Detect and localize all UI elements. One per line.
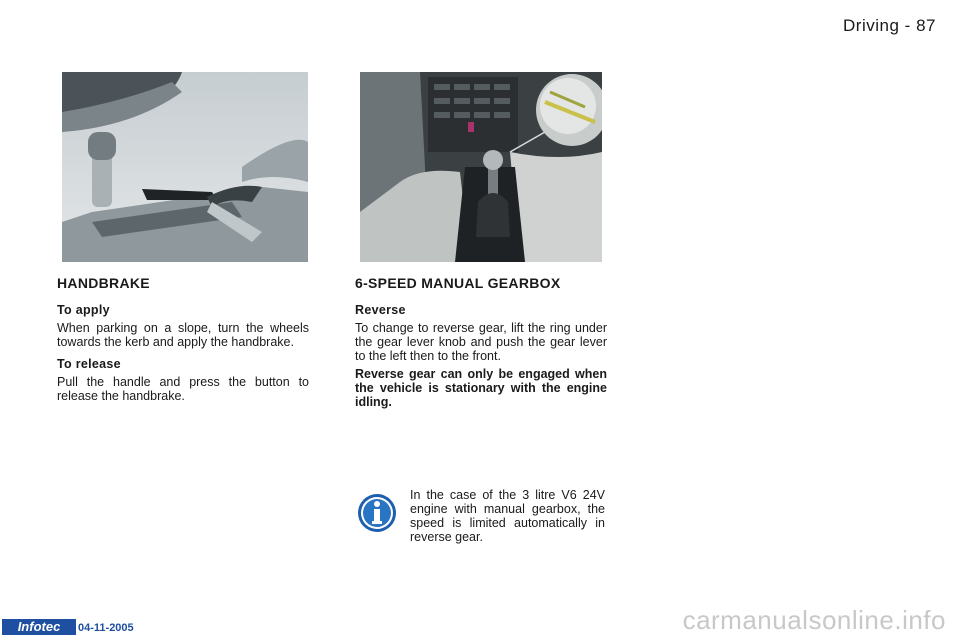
release-paragraph: Pull the handle and press the button to release the handbrake. xyxy=(57,375,309,403)
handbrake-section xyxy=(57,303,309,411)
page-number: 87 xyxy=(916,16,936,35)
footer-date: 04-11-2005 xyxy=(78,622,134,634)
gearbox-section xyxy=(355,303,607,417)
info-icon xyxy=(357,493,397,533)
watermark: carmanualsonline.info xyxy=(682,605,946,635)
info-note: In the case of the 3 litre V6 24V engine with manual gearbox, the speed is limited automatically in reverse gear. xyxy=(410,488,605,544)
gearbox-illustration xyxy=(360,72,602,262)
release-subheading: To release xyxy=(57,357,121,371)
reverse-warning: Reverse gear can only be engaged when the vehicle is stationary with the engine idling. xyxy=(355,367,607,409)
apply-paragraph: When parking on a slope, turn the wheels towards the kerb and apply the handbrake. xyxy=(57,321,309,349)
handbrake-illustration xyxy=(62,72,308,262)
gearbox-heading: 6-SPEED MANUAL GEARBOX xyxy=(355,275,561,291)
reverse-paragraph: To change to reverse gear, lift the ring under the gear lever knob and push the gear lever to the left then to the front. xyxy=(355,321,607,363)
handbrake-heading: HANDBRAKE xyxy=(57,275,150,291)
section-title: Driving xyxy=(843,16,900,35)
page-header xyxy=(843,16,936,36)
apply-subheading: To apply xyxy=(57,303,110,317)
header-separator: - xyxy=(904,16,911,35)
infotec-logo: Infotec xyxy=(2,619,76,635)
reverse-subheading: Reverse xyxy=(355,303,406,317)
